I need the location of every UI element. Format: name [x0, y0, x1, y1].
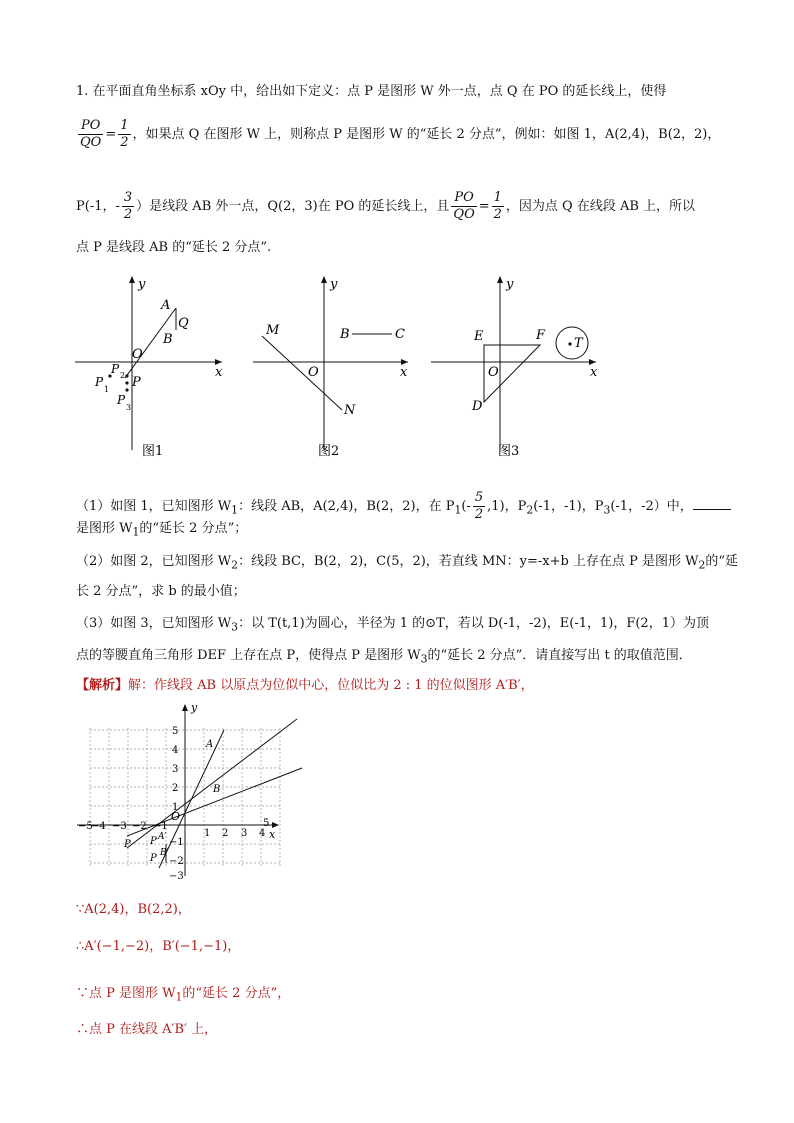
fig2-point-b: B [340, 327, 350, 342]
solution-step-4: ∴点 P 在线段 A′B′ 上， [76, 1022, 218, 1037]
svg-text:−1: −1 [153, 821, 168, 832]
svg-text:1: 1 [172, 802, 179, 813]
fig2-x-label: x [400, 365, 408, 380]
fraction-po-qo-2: $\frac{PO}{QO}$ [453, 190, 475, 222]
grid-point-p1: P [124, 839, 131, 850]
fig1-point-p2: P [111, 362, 120, 376]
fig1-point-p: P [132, 375, 141, 390]
question-3-line-1: （3）如图 3，已知图形 $W_3$：以 T(t,1)为圆心，半径为 1 的⊙T，若以 D(-1，-2)，E(-1，1)，F(2，1）为顶 [76, 616, 709, 634]
problem-line-1: 1. 在平面直角坐标系 xOy 中，给出如下定义：点 P 是图形 W 外一点，点 Q 在 PO 的延长线上，使得 [76, 84, 667, 99]
solution-grid-figure [72, 698, 312, 888]
grid-y-label: y [191, 701, 198, 714]
grid-point-p2: P [150, 836, 157, 847]
fig1-point-b: B [163, 332, 173, 347]
svg-text:4: 4 [259, 828, 266, 839]
fig1-point-p1-sub: 1 [104, 385, 110, 394]
grid-x-tick-5: 5 [263, 818, 270, 829]
svg-text:2: 2 [222, 828, 229, 839]
problem-line-3: P(-1，- $\frac{3}{2}$ ）是线段 AB 外一点，Q(2，3)在 PO 的延长线上，且 $\frac{PO}{QO}$ = $\frac{1}{2}$ ，因为点 Q 在线段 AB 上，所以 [76, 190, 696, 222]
svg-text:−4: −4 [91, 821, 106, 832]
fig1-point-q: Q [178, 316, 189, 331]
fig1-point-p3: P [117, 393, 126, 407]
solution-intro: 【解析】解：作线段 AB 以原点为位似中心，位似比为 2 : 1 的位似图形 A′B′， [76, 678, 534, 693]
grid-origin-label: O [171, 810, 181, 823]
fig1-point-p3-sub: 3 [126, 403, 132, 412]
svg-text:−5: −5 [78, 821, 93, 832]
solution-step-3: ∵点 P 是图形 $W_1$的“延长 2 分点”， [76, 986, 291, 1004]
figure-3 [428, 270, 608, 460]
grid-point-b: B [213, 784, 221, 795]
fraction-one-half: $\frac{1}{2}$ [120, 118, 129, 150]
svg-text:−2: −2 [132, 821, 147, 832]
fraction-three-halves: $\frac{3}{2}$ [123, 190, 133, 222]
fraction-po-qo: $\frac{PO}{QO}$ [80, 118, 102, 150]
question-3-line-2: 点的等腰直角三角形 DEF 上存在点 P，使得点 P 是图形 $W_3$的“延长 2 分点”．请直接写出 t 的取值范围． [76, 648, 692, 666]
svg-text:5: 5 [172, 726, 179, 737]
svg-text:−3: −3 [169, 871, 184, 882]
figure-1 [70, 270, 230, 460]
answer-blank[interactable] [693, 497, 731, 510]
fig2-y-label: y [330, 277, 338, 292]
svg-text:3: 3 [241, 828, 248, 839]
grid-x-label: x [269, 828, 276, 841]
grid-point-p3: P [150, 853, 157, 864]
fig2-point-m: M [266, 323, 280, 338]
fig2-point-c: C [395, 327, 405, 342]
svg-text:1: 1 [204, 828, 211, 839]
fig2-caption: 图2 [318, 444, 340, 459]
fraction-one-half-2: $\frac{1}{2}$ [493, 190, 502, 222]
fig3-point-f: F [536, 328, 546, 343]
fig1-point-p2-sub: 2 [120, 371, 126, 380]
fig1-caption: 图1 [142, 444, 164, 459]
fig1-origin-label: O [132, 347, 143, 362]
figure-2 [248, 270, 418, 460]
solution-step-2: ∴A′(−1,−2)，B′(−1,−1)， [76, 939, 241, 954]
grid-y-ticks [169, 726, 184, 882]
svg-text:−1: −1 [169, 837, 184, 848]
question-1-line-1: （1）如图 1，已知图形 $W_1$：线段 AB，A(2,4)，B(2，2)，在 $P_1(-$ $\frac{5}{2}$ ,1)，$P_2(-1$，-1)，$P_3(-1$，-2）中， [76, 490, 731, 523]
solution-tag: 【解析】 [76, 678, 129, 693]
svg-text:3: 3 [172, 764, 179, 775]
svg-text:−2: −2 [169, 856, 184, 867]
fig2-origin-label: O [308, 365, 319, 380]
question-2-line-1: （2）如图 2，已知图形 $W_2$：线段 BC，B(2，2)，C(5，2)，若直线 MN：y=-x+b 上存在点 P 是图形 $W_2$的“延 [76, 554, 738, 572]
grid-point-a-prime: A′ [158, 832, 167, 842]
svg-text:2: 2 [172, 783, 179, 794]
fig1-point-a: A [161, 298, 171, 313]
fig1-x-label: x [215, 365, 223, 380]
fig1-point-p1: P [95, 375, 104, 389]
fig3-origin-label: O [488, 365, 499, 380]
fig3-caption: 图3 [498, 444, 520, 459]
fraction-five-halves: $\frac{5}{2}$ [474, 490, 484, 522]
fig3-x-label: x [590, 365, 598, 380]
svg-text:4: 4 [172, 745, 179, 756]
fig3-point-e: E [474, 329, 484, 344]
problem-line-2: $\frac{PO}{QO}$ = $\frac{1}{2}$ ，如果点 Q 在图形 W 上，则称点 P 是图形 W 的“延长 2 分点”，例如：如图 1，A(2,4)，B(2，2)， [80, 118, 721, 150]
question-1-line-2: 是图形 $W_1$的“延长 2 分点”； [76, 521, 248, 539]
fig3-point-t: T [574, 336, 583, 351]
solution-step-1: ∵A(2,4)，B(2,2)， [76, 902, 191, 917]
fig3-y-label: y [506, 277, 514, 292]
fig2-point-n: N [344, 403, 356, 418]
question-2-line-2: 长 2 分点”，求 b 的最小值； [76, 584, 246, 599]
grid-point-a: A [206, 739, 214, 750]
fig1-y-label: y [138, 277, 146, 292]
grid-point-b-prime: B′ [160, 848, 169, 858]
fig3-point-d: D [472, 399, 483, 414]
svg-text:−3: −3 [112, 821, 127, 832]
problem-line-4: 点 P 是线段 AB 的“延长 2 分点”. [76, 240, 272, 255]
